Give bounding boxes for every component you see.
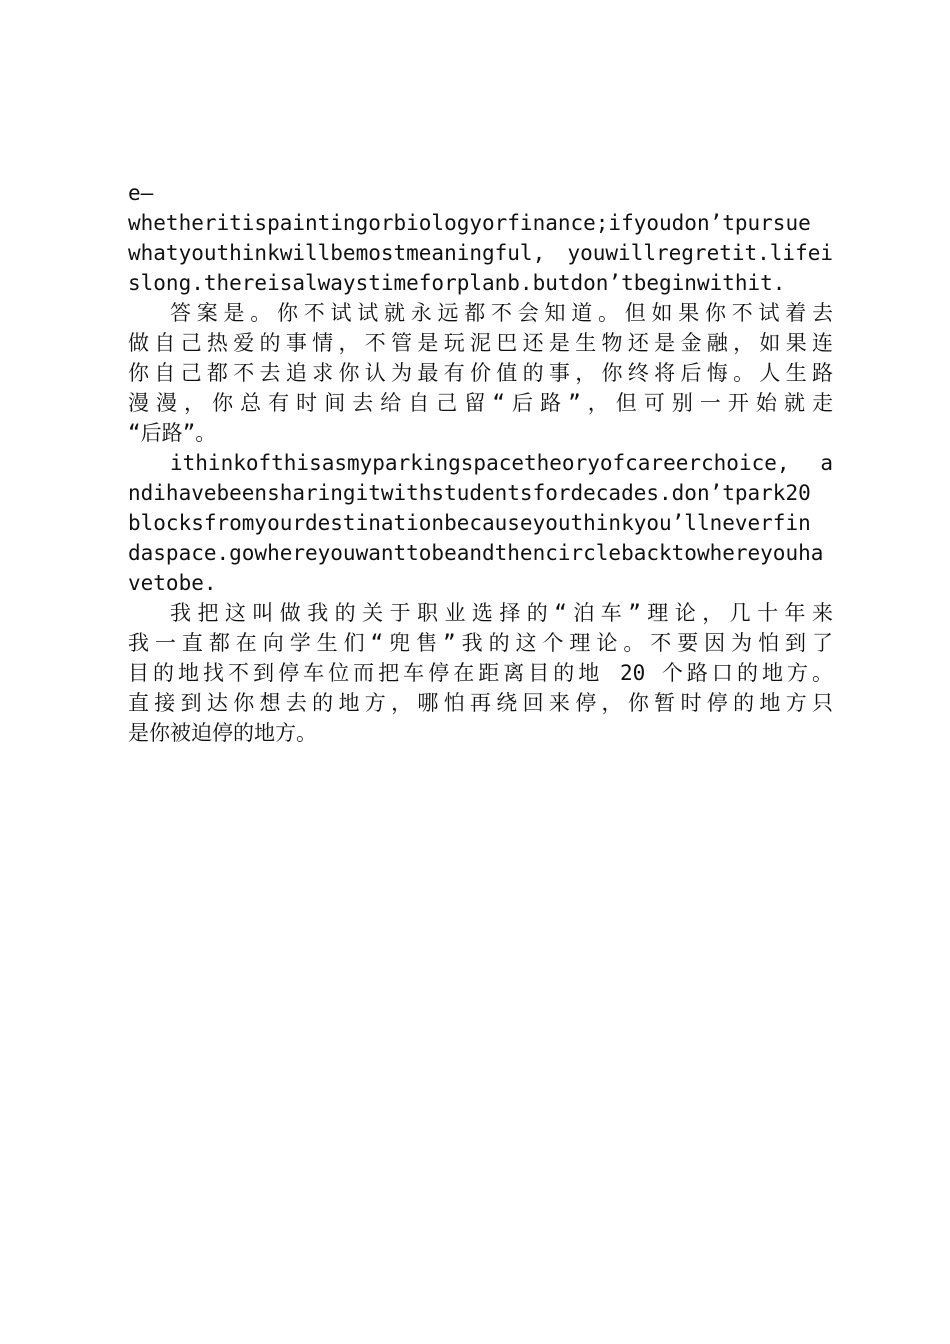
text-line: ithinkofthisasmyparkingspacetheoryofcareerchoice, a — [170, 451, 833, 475]
text-line: e— — [128, 181, 154, 205]
text-line: slong.thereisalwaystimeforplanb.butdon’tbeginwithit. — [128, 271, 786, 295]
text-line: 是你被迫停的地方。 — [128, 721, 317, 745]
text-line: “后路”。 — [128, 421, 217, 445]
text-line: ndihavebeensharingitwithstudentsfordecades.don’tpark20 — [128, 481, 811, 505]
paragraph-english-2 — [128, 448, 833, 598]
text-line: 目的地找不到停车位而把车停在距离目的地 20 个路口的地方。 — [128, 661, 833, 685]
text-line: 做自己热爱的事情，不管是玩泥巴还是生物还是金融，如果连 — [128, 331, 833, 355]
document-body — [128, 178, 833, 748]
paragraph-chinese-2 — [128, 598, 833, 748]
text-line: daspace.gowhereyouwanttobeandthencirclebacktowhereyouha — [128, 541, 824, 565]
text-line: blocksfromyourdestinationbecauseyouthinkyou’llneverfin — [128, 511, 811, 535]
text-line: whatyouthinkwillbemostmeaningful, youwillregretit.lifei — [128, 241, 833, 265]
text-line: 我把这叫做我的关于职业选择的“泊车”理论，几十年来 — [170, 601, 833, 625]
paragraph-chinese-1 — [128, 298, 833, 448]
paragraph-english-1 — [128, 178, 833, 298]
text-line: whetheritispaintingorbiologyorfinance;ifyoudon’tpursue — [128, 211, 811, 235]
text-line: 漫漫，你总有时间去给自己留“后路”，但可别一开始就走 — [128, 391, 833, 415]
text-line: 直接到达你想去的地方，哪怕再绕回来停，你暂时停的地方只 — [128, 691, 833, 715]
text-line: 答案是。你不试试就永远都不会知道。但如果你不试着去 — [170, 301, 833, 325]
text-line: 你自己都不去追求你认为最有价值的事，你终将后悔。人生路 — [128, 361, 833, 385]
text-line: vetobe. — [128, 571, 217, 595]
text-line: 我一直都在向学生们“兜售”我的这个理论。不要因为怕到了 — [128, 631, 833, 655]
